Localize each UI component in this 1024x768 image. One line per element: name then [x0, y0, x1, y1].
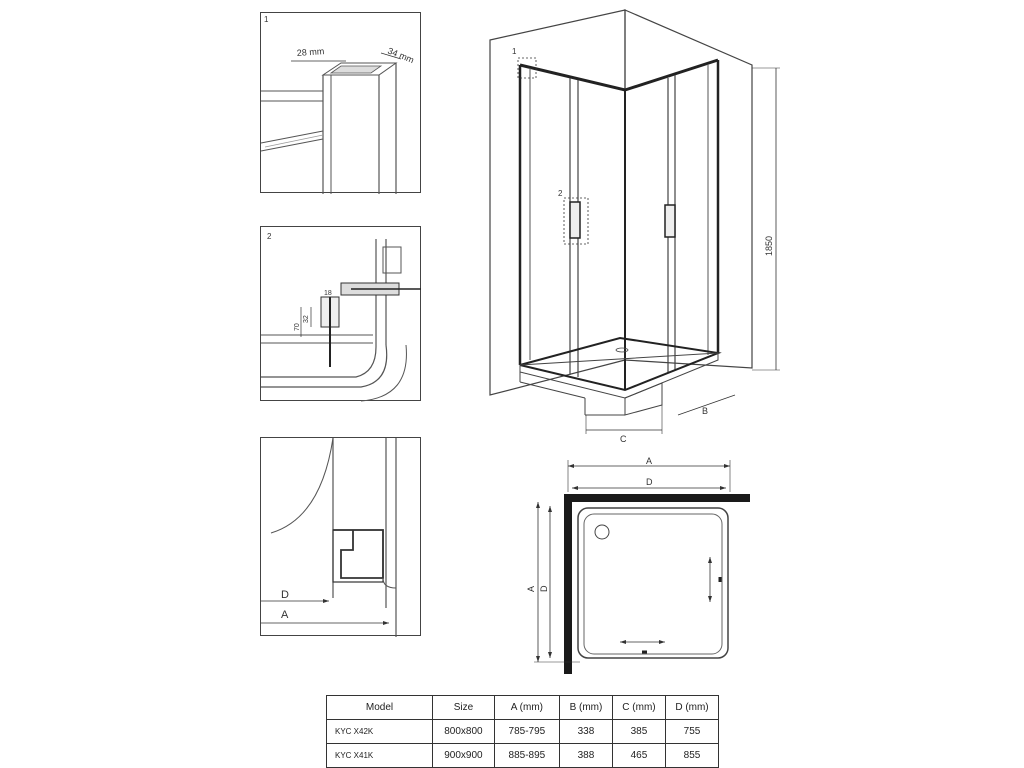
cell-d: 755 — [665, 720, 718, 744]
cell-c: 465 — [612, 744, 665, 768]
header-d: D (mm) — [665, 696, 718, 720]
height-dim-label: 1850 — [764, 235, 774, 256]
plan-dim-a-left: A — [526, 585, 536, 592]
cell-b: 388 — [559, 744, 612, 768]
detail-panel-1 — [260, 12, 421, 193]
cell-d: 855 — [665, 744, 718, 768]
cell-c: 385 — [612, 720, 665, 744]
dim-label-34mm: 34 mm — [386, 45, 416, 66]
cell-a: 785-795 — [494, 720, 559, 744]
cell-size: 800x800 — [433, 720, 495, 744]
dim-label-d: D — [281, 589, 289, 601]
callout-2: 2 — [558, 189, 563, 198]
cell-model: KYC X41K — [327, 744, 433, 768]
dim-label-b: B — [702, 406, 709, 416]
plan-view-drawing — [520, 452, 760, 672]
table-row — [327, 744, 719, 768]
cell-a: 885-895 — [494, 744, 559, 768]
dim-label-a: A — [281, 609, 289, 621]
profile-top-drawing — [261, 13, 422, 194]
dim-label-28mm: 28 mm — [296, 46, 325, 58]
detail-number: 1 — [264, 15, 269, 24]
plan-dim-a-top: A — [646, 456, 653, 466]
header-c: C (mm) — [612, 696, 665, 720]
handle-detail-drawing — [261, 227, 422, 402]
cell-b: 338 — [559, 720, 612, 744]
profile-section-drawing — [261, 438, 422, 637]
spec-table-header-row — [327, 696, 719, 720]
detail-number: 2 — [267, 232, 272, 241]
header-b: B (mm) — [559, 696, 612, 720]
cell-model: KYC X42K — [327, 720, 433, 744]
table-row — [327, 720, 719, 744]
plan-dim-d-top: D — [646, 477, 653, 487]
spec-table — [326, 695, 719, 768]
plan-dim-d-left: D — [539, 585, 549, 592]
cabin-perspective-drawing — [490, 10, 790, 444]
dim-label-32: 32 — [303, 315, 310, 323]
dim-label-70: 70 — [294, 323, 301, 331]
dim-label-c: C — [620, 434, 627, 444]
detail-panel-3 — [260, 437, 421, 636]
detail-panel-2 — [260, 226, 421, 401]
header-model: Model — [327, 696, 433, 720]
header-size: Size — [433, 696, 495, 720]
dim-label-18: 18 — [324, 290, 332, 297]
callout-1: 1 — [512, 47, 517, 56]
header-a: A (mm) — [494, 696, 559, 720]
cell-size: 900x900 — [433, 744, 495, 768]
